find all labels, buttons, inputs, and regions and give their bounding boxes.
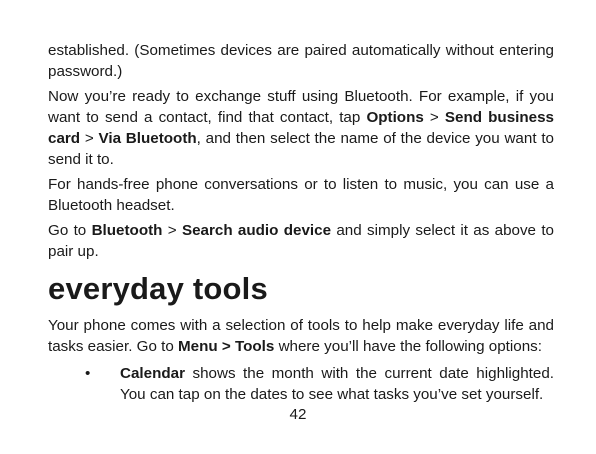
text-run: , and then select the name of the device you want to send it to. bbox=[48, 130, 554, 168]
paragraph-exchange-stuff bbox=[48, 86, 554, 170]
page-content bbox=[48, 40, 554, 405]
list-item bbox=[48, 363, 554, 405]
page-number: 42 bbox=[289, 406, 307, 423]
text-run: > bbox=[423, 109, 445, 126]
paragraph-hands-free bbox=[48, 174, 554, 216]
text-run: Your phone comes with a selection of tools to help make everyday life and tasks easier. Go to bbox=[48, 317, 554, 355]
text-run: where you’ll have the following options: bbox=[274, 338, 542, 355]
options-menu-term: Options bbox=[366, 109, 424, 126]
text-run: Go to bbox=[48, 222, 92, 239]
paragraph-pairing-note bbox=[48, 40, 554, 82]
text-run: > bbox=[162, 222, 182, 239]
menu-tools-term: Menu > Tools bbox=[178, 338, 275, 355]
text-run: For hands-free phone conversations or to listen to music, you can use a Bluetooth headset. bbox=[48, 176, 554, 214]
paragraph-audio-device bbox=[48, 220, 554, 262]
text-run: shows the month with the current date highlighted. You can tap on the dates to see what tasks you’ve set yourself. bbox=[120, 365, 554, 403]
text-run: > bbox=[80, 130, 99, 147]
tools-list bbox=[48, 363, 554, 405]
text-run: Now you’re ready to exchange stuff using Bluetooth. For example, if you want to send a contact, find that contact, tap bbox=[48, 88, 554, 126]
text-run: established. (Sometimes devices are paired automatically without entering password.) bbox=[48, 42, 554, 80]
bullet-icon: • bbox=[85, 365, 91, 382]
via-bluetooth-term: Via Bluetooth bbox=[98, 130, 197, 147]
send-business-card-term: Send business card bbox=[48, 109, 554, 147]
bluetooth-menu-term: Bluetooth bbox=[91, 222, 163, 239]
text-run: and simply select it as above to pair up. bbox=[48, 222, 554, 260]
search-audio-device-term: Search audio device bbox=[181, 222, 332, 239]
paragraph-tools-intro bbox=[48, 315, 554, 357]
calendar-term: Calendar bbox=[120, 365, 185, 382]
section-heading: everyday tools bbox=[48, 271, 268, 306]
